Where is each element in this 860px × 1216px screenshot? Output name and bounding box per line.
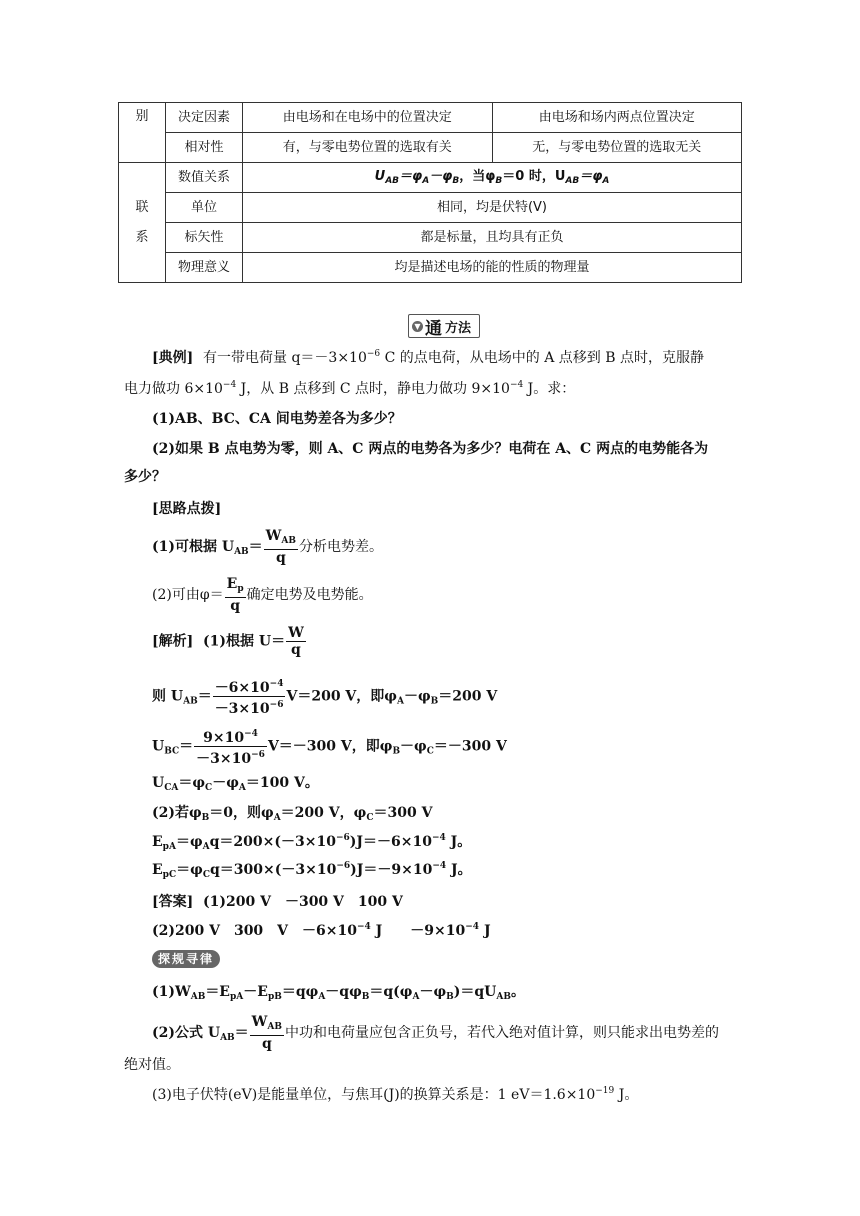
category-label: 联 (135, 199, 149, 215)
hint-line-2: (2)可由φ＝ $\frac{E_p}{q}$ 确定电势及电势能。 (152, 576, 373, 614)
answer-line-2: (2)200 V 300 V $-6\times 10^{-4}$ J $-9\times 10^{-4}$ J (152, 922, 491, 939)
example-line-2: 电力做功 $6\times 10^{-4}$ J，从 B 点移到 C 点时，静电力做功 $9\times 10^{-4}$ J。求： (124, 380, 576, 397)
rule-line-2: (2)公式 $U_{AB}=$ $\frac{W_{AB}}{q}$ 中功和电荷量应包含正负号，若代入绝对值计算，则只能求出电势差的 (152, 1014, 719, 1052)
rule-line-2-cont: 绝对值。 (124, 1057, 180, 1073)
solution-line-2: 则 $U_{AB}=$ $\frac{-6\times 10^{-4}}{-3\times 10^{-6}}$ V＝200 V，即$\varphi_A-\varphi_B=200$ V (152, 676, 497, 717)
category-cell-difference (119, 103, 166, 163)
category-cell-connection (119, 163, 166, 283)
row-label: 决定因素 (166, 103, 243, 133)
solution-line-1: [解析] (1)根据 U＝ $\frac{W}{q}$ (152, 625, 304, 658)
row-label: 单位 (166, 193, 243, 223)
fraction: $\frac{-6\times 10^{-4}}{-3\times 10^{-6}}$ (213, 676, 286, 717)
table-cell: 由电场和场内两点位置决定 (492, 103, 742, 133)
badge-big-char: 通 (425, 318, 442, 339)
fraction: $\frac{9\times 10^{-4}}{-3\times 10^{-6}}$ (194, 726, 267, 767)
chevron-down-icon: ▼ (412, 321, 423, 332)
rule-line-1: $(1)W_{AB}=E_{pA}-E_{pB}=q\varphi_A-q\varphi_B=q(\varphi_A-\varphi_B)=qU_{AB}$。 (152, 984, 525, 1002)
fraction: $\frac{E_p}{q}$ (226, 576, 244, 614)
solution-line-7: $E_{pC}=\varphi_Cq=300\times(-3\times 10^{-6})J=-9\times 10^{-4}$ J。 (152, 861, 472, 880)
row-label: 相对性 (166, 133, 243, 163)
rule-line-3: (3)电子伏特(eV)是能量单位，与焦耳(J)的换算关系是：1 $eV=1.6\times 10^{-19}$ J。 (152, 1086, 639, 1103)
table-cell: 均是描述电场的能的性质的物理量 (243, 253, 742, 283)
table-cell: 相同，均是伏特(V) (243, 193, 742, 223)
solution-line-5: (2)若$\varphi_B=0$，则$\varphi_A=200$ V，$\varphi_C=300$ V (152, 805, 433, 823)
table-cell: 都是标量，且均具有正负 (243, 223, 742, 253)
table-row (119, 103, 742, 133)
table-cell: 由电场和在电场中的位置决定 (243, 103, 493, 133)
hint-line-1: (1)可根据 $U_{AB}=$ $\frac{W_{AB}}{q}$ 分析电势差。 (152, 528, 383, 566)
solution-line-4: $U_{CA}=\varphi_C-\varphi_A=100$ V。 (152, 775, 319, 793)
badge-label: 方法 (445, 320, 472, 336)
fraction: $\frac{W}{q}$ (288, 625, 304, 658)
table-cell-formula: $U_{AB}=\varphi_A-\varphi_B$，当$\varphi_B=0$ 时，$U_{AB}=\varphi_A$ (243, 163, 742, 193)
example-line-1: [典例] 有一带电荷量 $q=-3\times 10^{-6}$ C 的点电荷，从电场中的 A 点移到 B 点时，克服静 (152, 349, 704, 366)
table-row (119, 223, 742, 253)
answer-line-1: [答案] (1)200 V －300 V 100 V (152, 894, 403, 910)
example-tag: [典例] (152, 350, 194, 366)
question-1: (1)AB、BC、CA 间电势差各为多少？ (152, 411, 402, 427)
row-label: 物理意义 (166, 253, 243, 283)
table-row (119, 193, 742, 223)
fraction: $\frac{W_{AB}}{q}$ (251, 1014, 282, 1052)
method-badge (408, 314, 480, 338)
table-row (119, 163, 742, 193)
table-cell: 无，与零电势位置的选取无关 (492, 133, 742, 163)
table-row (119, 253, 742, 283)
question-2-line-1: (2)如果 B 点电势为零，则 A、C 两点的电势各为多少？电荷在 A、C 两点的电势能各为 (152, 441, 709, 457)
hint-tag: [思路点拨] (152, 501, 222, 517)
solution-line-6: $E_{pA}=\varphi_Aq=200\times(-3\times 10^{-6})J=-6\times 10^{-4}$ J。 (152, 833, 472, 852)
solution-line-3: $U_{BC}=$ $\frac{9\times 10^{-4}}{-3\times 10^{-6}}$ V＝－300 V，即$\varphi_B-\varphi_C=-300$ V (152, 726, 507, 767)
rule-tag: 探规寻律 (152, 950, 220, 968)
category-label: 系 (135, 229, 149, 245)
table-row (119, 133, 742, 163)
fraction: $\frac{W_{AB}}{q}$ (265, 528, 296, 566)
table-cell: 有，与零电势位置的选取有关 (243, 133, 493, 163)
comparison-table (118, 102, 742, 283)
row-label: 标矢性 (166, 223, 243, 253)
question-2-line-2: 多少？ (124, 469, 166, 485)
category-label: 别 (135, 109, 149, 124)
row-label: 数值关系 (166, 163, 243, 193)
